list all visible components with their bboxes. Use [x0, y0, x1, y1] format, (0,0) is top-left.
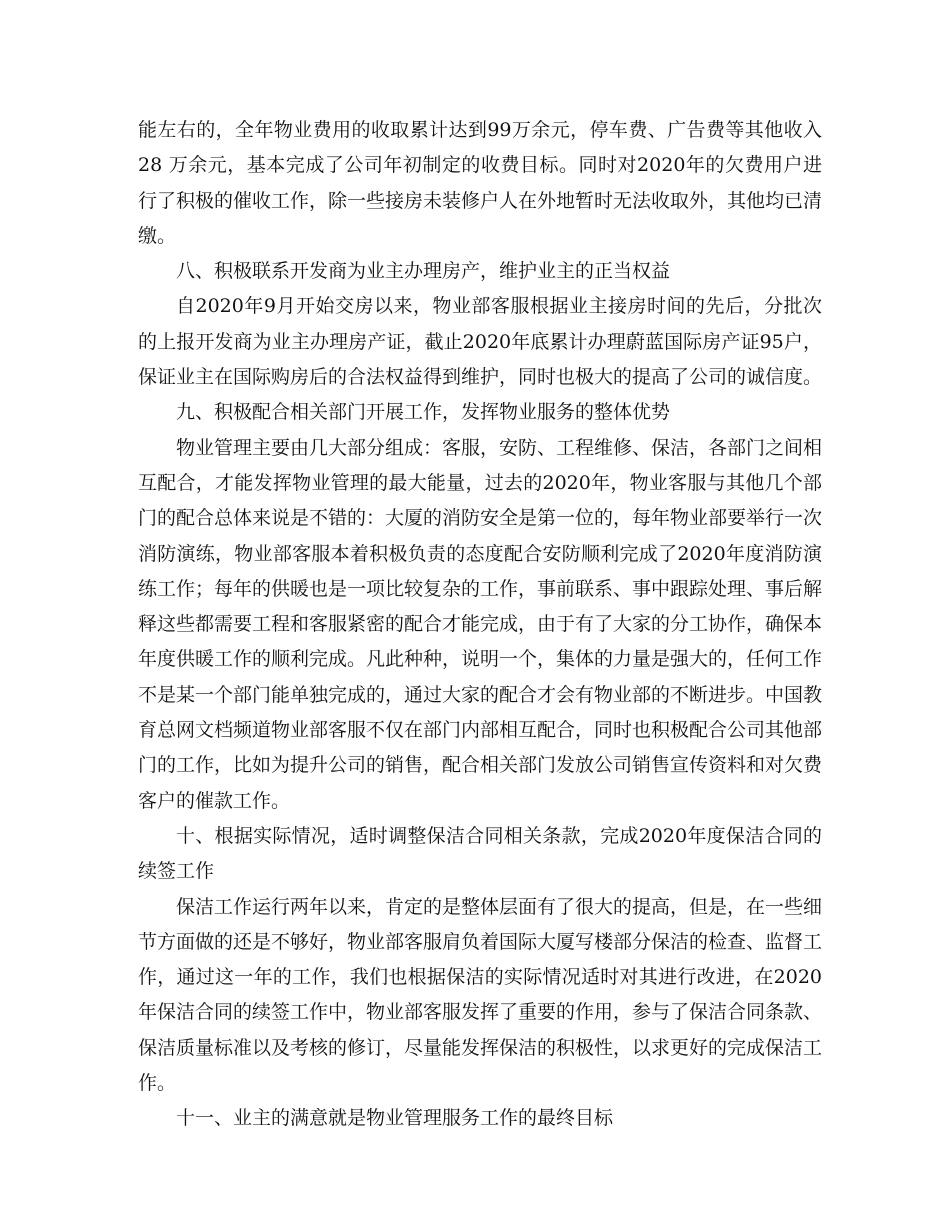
section-heading-10: 十、根据实际情况，适时调整保洁合同相关条款，完成2020年度保洁合同的续签工作	[138, 824, 822, 883]
paragraph-cleaning-contract: 保洁工作运行两年以来，肯定的是整体层面有了很大的提高，但是，在一些细节方面做的还是不够好，物业部客服肩负着国际大厦写楼部分保洁的检查、监督工作，通过这一年的工作，我们也根据保洁的实际情况适时对其进行改进，在2020年保洁合同的续签工作中，物业部客服发挥了重要的作用，参与了保洁合同条款、保洁质量标准以及考核的修订，尽量能发挥保洁的积极性，以求更好的完成保洁工作。	[138, 895, 823, 1095]
section-heading-9: 九、积极配合相关部门开展工作，发挥物业服务的整体优势	[176, 401, 671, 424]
section-heading-11: 十一、业主的满意就是物业管理服务工作的最终目标	[176, 1107, 614, 1130]
paragraph-property-certificates: 自2020年9月开始交房以来，物业部客服根据业主接房时间的先后，分批次的上报开发商为业主办理房产证，截止2020年底累计办理蔚蓝国际房产证95户，保证业主在国际购房后的合法权益得到维护，同时也极大的提高了公司的诚信度。	[138, 295, 823, 389]
section-heading-8: 八、积极联系开发商为业主办理房产，维护业主的正当权益	[176, 260, 671, 283]
document-body	[138, 113, 822, 1137]
paragraph-fee-collection: 能左右的，全年物业费用的收取累计达到99万余元，停车费、广告费等其他收入28 万余元，基本完成了公司年初制定的收费目标。同时对2020年的欠费用户进行了积极的催收工作，除一些接房未装修户人在外地暂时无法收取外，其他均已清缴。	[138, 119, 823, 247]
paragraph-department-cooperation: 物业管理主要由几大部分组成：客服，安防、工程维修、保洁，各部门之间相互配合，才能发挥物业管理的最大能量，过去的2020年，物业客服与其他几个部门的配合总体来说是不错的：大厦的消防安全是第一位的，每年物业部要举行一次消防演练，物业部客服本着积极负责的态度配合安防顺利完成了2020年度消防演练工作；每年的供暖也是一项比较复杂的工作，事前联系、事中跟踪处理、事后解释这些都需要工程和客服紧密的配合才能完成，由于有了大家的分工协作，确保本年度供暖工作的顺利完成。凡此种种，说明一个，集体的力量是强大的，任何工作不是某一个部门能单独完成的，通过大家的配合才会有物业部的不断进步。中国教育总网文档频道物业部客服不仅在部门内部相互配合，同时也积极配合公司其他部门的工作，比如为提升公司的销售，配合相关部门发放公司销售宣传资料和对欠费客户的催款工作。	[138, 436, 823, 812]
